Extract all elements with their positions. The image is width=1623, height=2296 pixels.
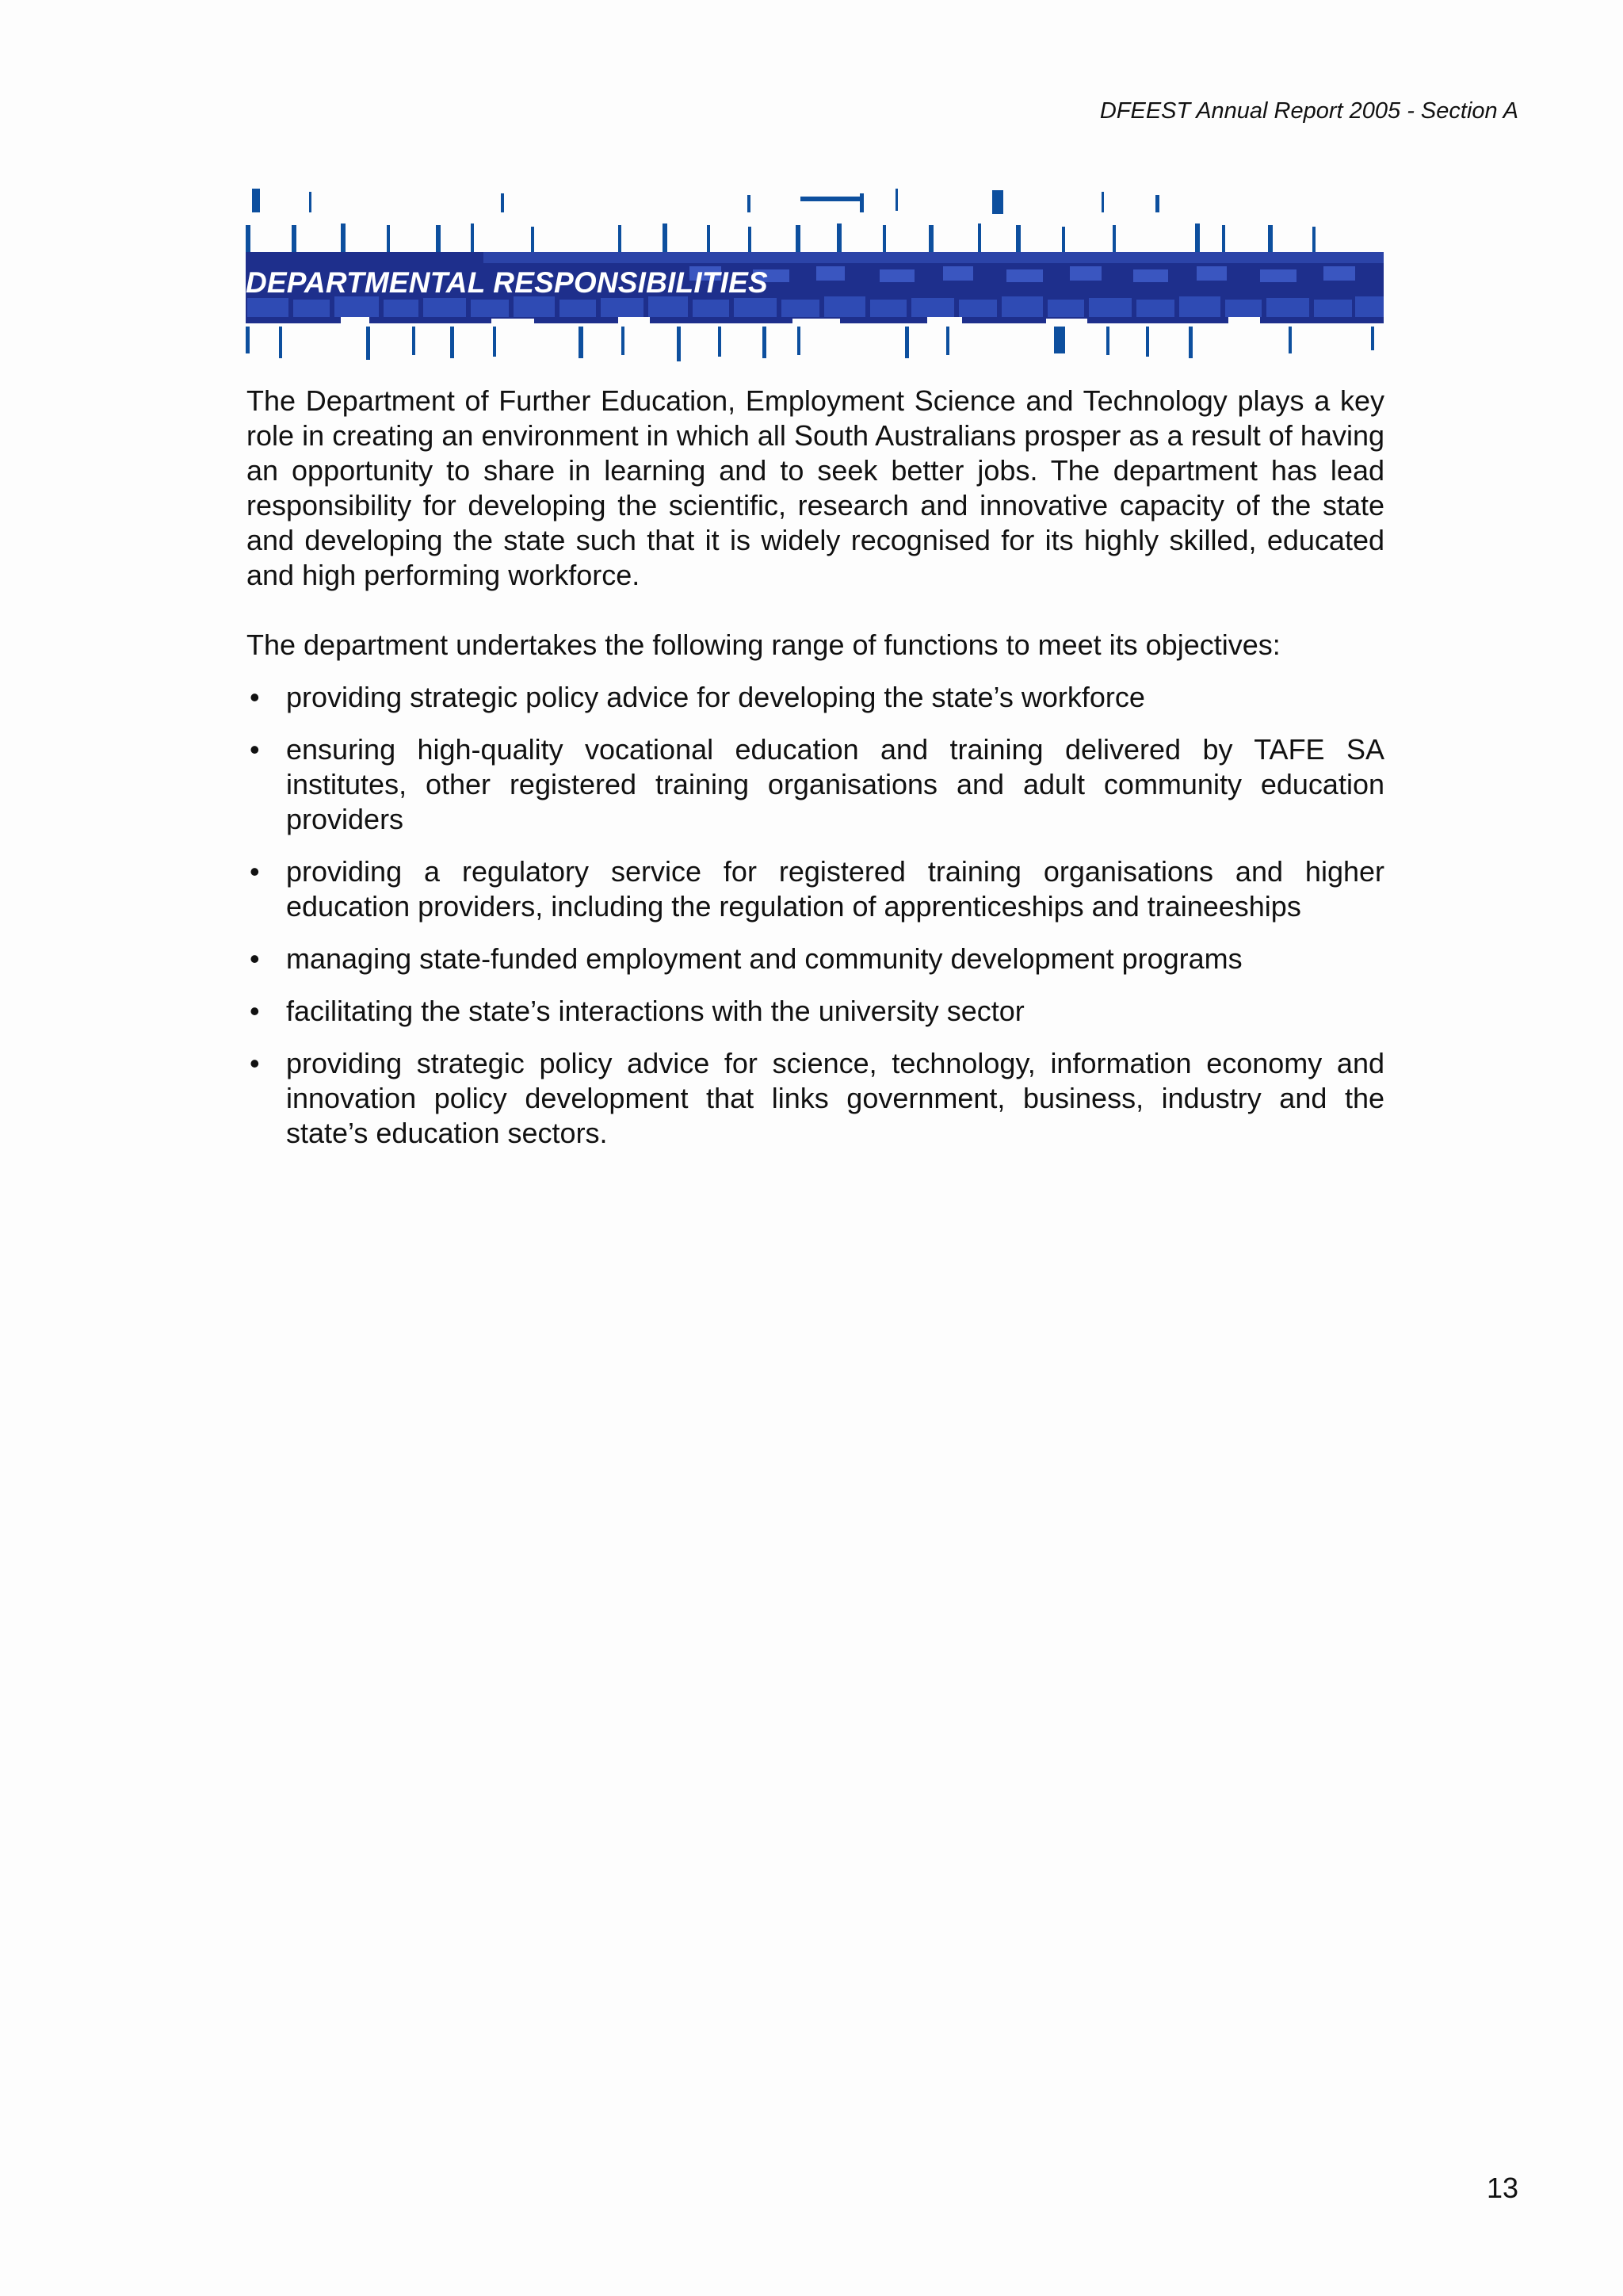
bullet-icon: • xyxy=(250,1047,260,1079)
list-item xyxy=(246,994,1384,1029)
list-item-text: managing state-funded employment and community development programs xyxy=(286,942,1243,975)
section-banner xyxy=(246,187,1384,374)
list-item xyxy=(246,854,1384,924)
list-item xyxy=(246,680,1384,715)
list-item-text: facilitating the state’s interactions with the university sector xyxy=(286,995,1025,1027)
bullet-icon: • xyxy=(250,681,260,713)
section-title: DEPARTMENTAL RESPONSIBILITIES xyxy=(246,266,768,299)
functions-list xyxy=(246,680,1384,1151)
list-item-text: providing strategic policy advice for science, technology, information economy and innovation policy development that links government, business, industry and the state’s education sectors. xyxy=(286,1047,1384,1149)
bullet-icon: • xyxy=(250,995,260,1027)
page-number: 13 xyxy=(1486,2172,1518,2204)
list-item xyxy=(246,1046,1384,1151)
intro-paragraph: The Department of Further Education, Employment Science and Technology plays a key role in creating an environment in which all South Australians prosper as a result of having an opportunity to share in learning and to seek better jobs. The department has lead responsibility for developing the scientific, research and innovative capacity of the state and developing the state such that it is widely recognised for its highly skilled, educated and high performing workforce. xyxy=(246,384,1384,591)
list-item xyxy=(246,732,1384,837)
functions-lead-paragraph: The department undertakes the following range of functions to meet its objectives: xyxy=(246,628,1281,661)
list-item-text: providing a regulatory service for registered training organisations and higher education providers, including the regulation of apprenticeships and traineeships xyxy=(286,855,1384,923)
body-content xyxy=(246,384,1384,1168)
running-header: DFEEST Annual Report 2005 - Section A xyxy=(1099,98,1518,124)
bullet-icon: • xyxy=(250,942,260,975)
list-item xyxy=(246,942,1384,976)
bullet-icon: • xyxy=(250,855,260,888)
list-item-text: providing strategic policy advice for developing the state’s workforce xyxy=(286,681,1145,713)
bullet-icon: • xyxy=(250,733,260,766)
list-item-text: ensuring high-quality vocational education and training delivered by TAFE SA institutes, other registered training organisations and adult community education providers xyxy=(286,733,1384,835)
